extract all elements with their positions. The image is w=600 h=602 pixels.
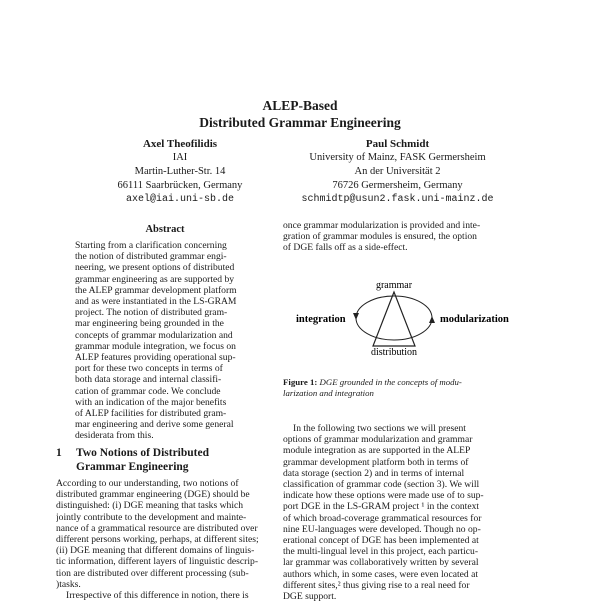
author-email: axel@iai.uni-sb.de — [125, 194, 235, 205]
body-line: grammar development platform both in terms of — [283, 456, 469, 468]
abstract-line: of ALEP facilities for distributed gram- — [75, 408, 227, 420]
caption-text: larization and integration — [283, 387, 374, 398]
author-email: schmidtp@usun2.fask.uni-mainz.de — [301, 194, 494, 205]
title-line-1: ALEP-Based — [262, 98, 338, 113]
body-line: In the following two sections we will present — [293, 423, 466, 434]
author-name: Axel Theofilidis — [142, 138, 218, 150]
right-bottom-text — [283, 423, 515, 602]
body-line: indicate how these options were made use of to sup- — [283, 490, 484, 502]
label-grammar: grammar — [375, 280, 413, 291]
body-line: of which broad-coverage grammatical resources for — [283, 512, 482, 524]
section-number: 1 — [56, 447, 62, 459]
author-affiliation: IAI — [172, 152, 188, 163]
label-integration: integration — [296, 314, 346, 325]
body-line: different sites,² thus giving rise to a real need for — [283, 579, 470, 591]
abstract-line: cation of grammar code. We conclude — [75, 385, 221, 397]
author-affiliation: University of Mainz, FASK Germersheim — [309, 152, 486, 163]
label-modularization: modularization — [440, 314, 509, 325]
abstract-line: mar engineering and derive some general — [75, 419, 234, 431]
section-heading-line: Grammar Engineering — [76, 461, 189, 473]
body-line: the multi-lingual level in this project, each particu- — [283, 546, 479, 558]
cycle-ellipse — [356, 296, 432, 340]
body-line: classification of grammar code (section 3). We will — [283, 479, 480, 491]
abstract-line: port for these two concepts in terms of — [75, 363, 223, 375]
body-line: erational concept of DGE has been implemented at — [283, 535, 479, 547]
author-block-2 — [280, 137, 515, 207]
abstract-line: concepts of grammar modularization and — [75, 329, 233, 341]
abstract-line: grammar engineering as are supported by — [75, 273, 235, 285]
body-line: tic information, different layers of linguistic descrip- — [56, 556, 259, 568]
title-line-2: Distributed Grammar Engineering — [199, 115, 401, 130]
body-line: port DGE in the LS-GRAM project ¹ in the context — [283, 501, 480, 513]
section-heading-line: Two Notions of Distributed — [76, 447, 210, 459]
abstract-body — [75, 240, 255, 442]
arrow-right-icon — [429, 316, 435, 323]
body-line: According to our understanding, two notions of — [56, 478, 239, 489]
body-line: once grammar modularization is provided and inte- — [283, 220, 481, 231]
body-line: )tasks. — [56, 578, 81, 590]
body-line: authors which, in some cases, were even located at — [283, 568, 478, 580]
caption-text: DGE grounded in the concepts of modu- — [319, 377, 462, 387]
author-name: Paul Schmidt — [365, 138, 430, 150]
abstract-line: the notion of distributed grammar engi- — [75, 251, 227, 263]
author-block-1 — [85, 137, 275, 207]
body-line: lar grammar was collaboratively written by several — [283, 557, 479, 569]
author-affiliation: Martin-Luther-Str. 14 — [134, 166, 226, 177]
body-line: Irrespective of this difference in notion, there is — [66, 590, 249, 602]
label-distribution: distribution — [370, 347, 418, 358]
body-line: (ii) DGE meaning that different domains of linguis- — [56, 545, 255, 557]
abstract-line: Starting from a clarification concerning — [75, 240, 227, 251]
abstract-line: ALEP features providing operational sup- — [75, 352, 236, 364]
abstract-line: mar engineering being grounded in the — [75, 318, 224, 330]
abstract-line: grammar module integration, we focus on — [75, 340, 236, 352]
body-line: nance of a grammatical resource are distributed over — [56, 522, 258, 534]
abstract-line: the ALEP grammar development platform — [75, 284, 237, 296]
paper-title — [0, 97, 600, 131]
caption-label: Figure 1: — [283, 377, 318, 387]
body-line: jointly contribute to the development and mainte- — [56, 511, 247, 523]
figure-caption — [283, 377, 515, 398]
body-line: different persons working, perhaps, at different sites; — [56, 534, 259, 546]
abstract-heading: Abstract — [145, 224, 185, 235]
abstract-line: neering, we present options of distributed — [75, 262, 235, 274]
abstract-line: both data storage and internal classifi- — [75, 374, 222, 386]
abstract-line: project. The notion of distributed gram- — [75, 307, 228, 319]
abstract-line: desiderata from this. — [75, 430, 154, 442]
body-line: distinguished: (i) DGE meaning that tasks which — [56, 500, 244, 512]
body-line: DGE support. — [283, 591, 337, 602]
abstract-line: and as were instantiated in the LS-GRAM — [75, 296, 237, 308]
abstract-line: with an indication of the major benefits — [75, 396, 227, 408]
right-top-text — [283, 220, 513, 254]
author-affiliation: 66111 Saarbrücken, Germany — [117, 180, 243, 191]
author-affiliation: 76726 Germersheim, Germany — [332, 180, 463, 191]
body-line: options of grammar modularization and grammar — [283, 434, 473, 446]
body-line: nine EU-languages were developed. Though no op- — [283, 523, 481, 535]
body-line: data storage (section 2) and in terms of internal — [283, 467, 465, 479]
body-line: distributed grammar engineering (DGE) should be — [56, 489, 250, 501]
body-line: gration of grammar modules is ensured, the option — [283, 231, 477, 243]
figure-1-diagram — [290, 276, 510, 366]
author-affiliation: An der Universität 2 — [354, 166, 441, 177]
arrow-left-icon — [353, 313, 359, 320]
section-heading — [76, 446, 256, 474]
section1-body — [56, 478, 278, 601]
body-line: module integration as are supported in the ALEP — [283, 445, 471, 457]
body-line: tion are distributed over different processing (sub- — [56, 567, 249, 579]
body-line: of DGE falls off as a side-effect. — [283, 242, 408, 254]
